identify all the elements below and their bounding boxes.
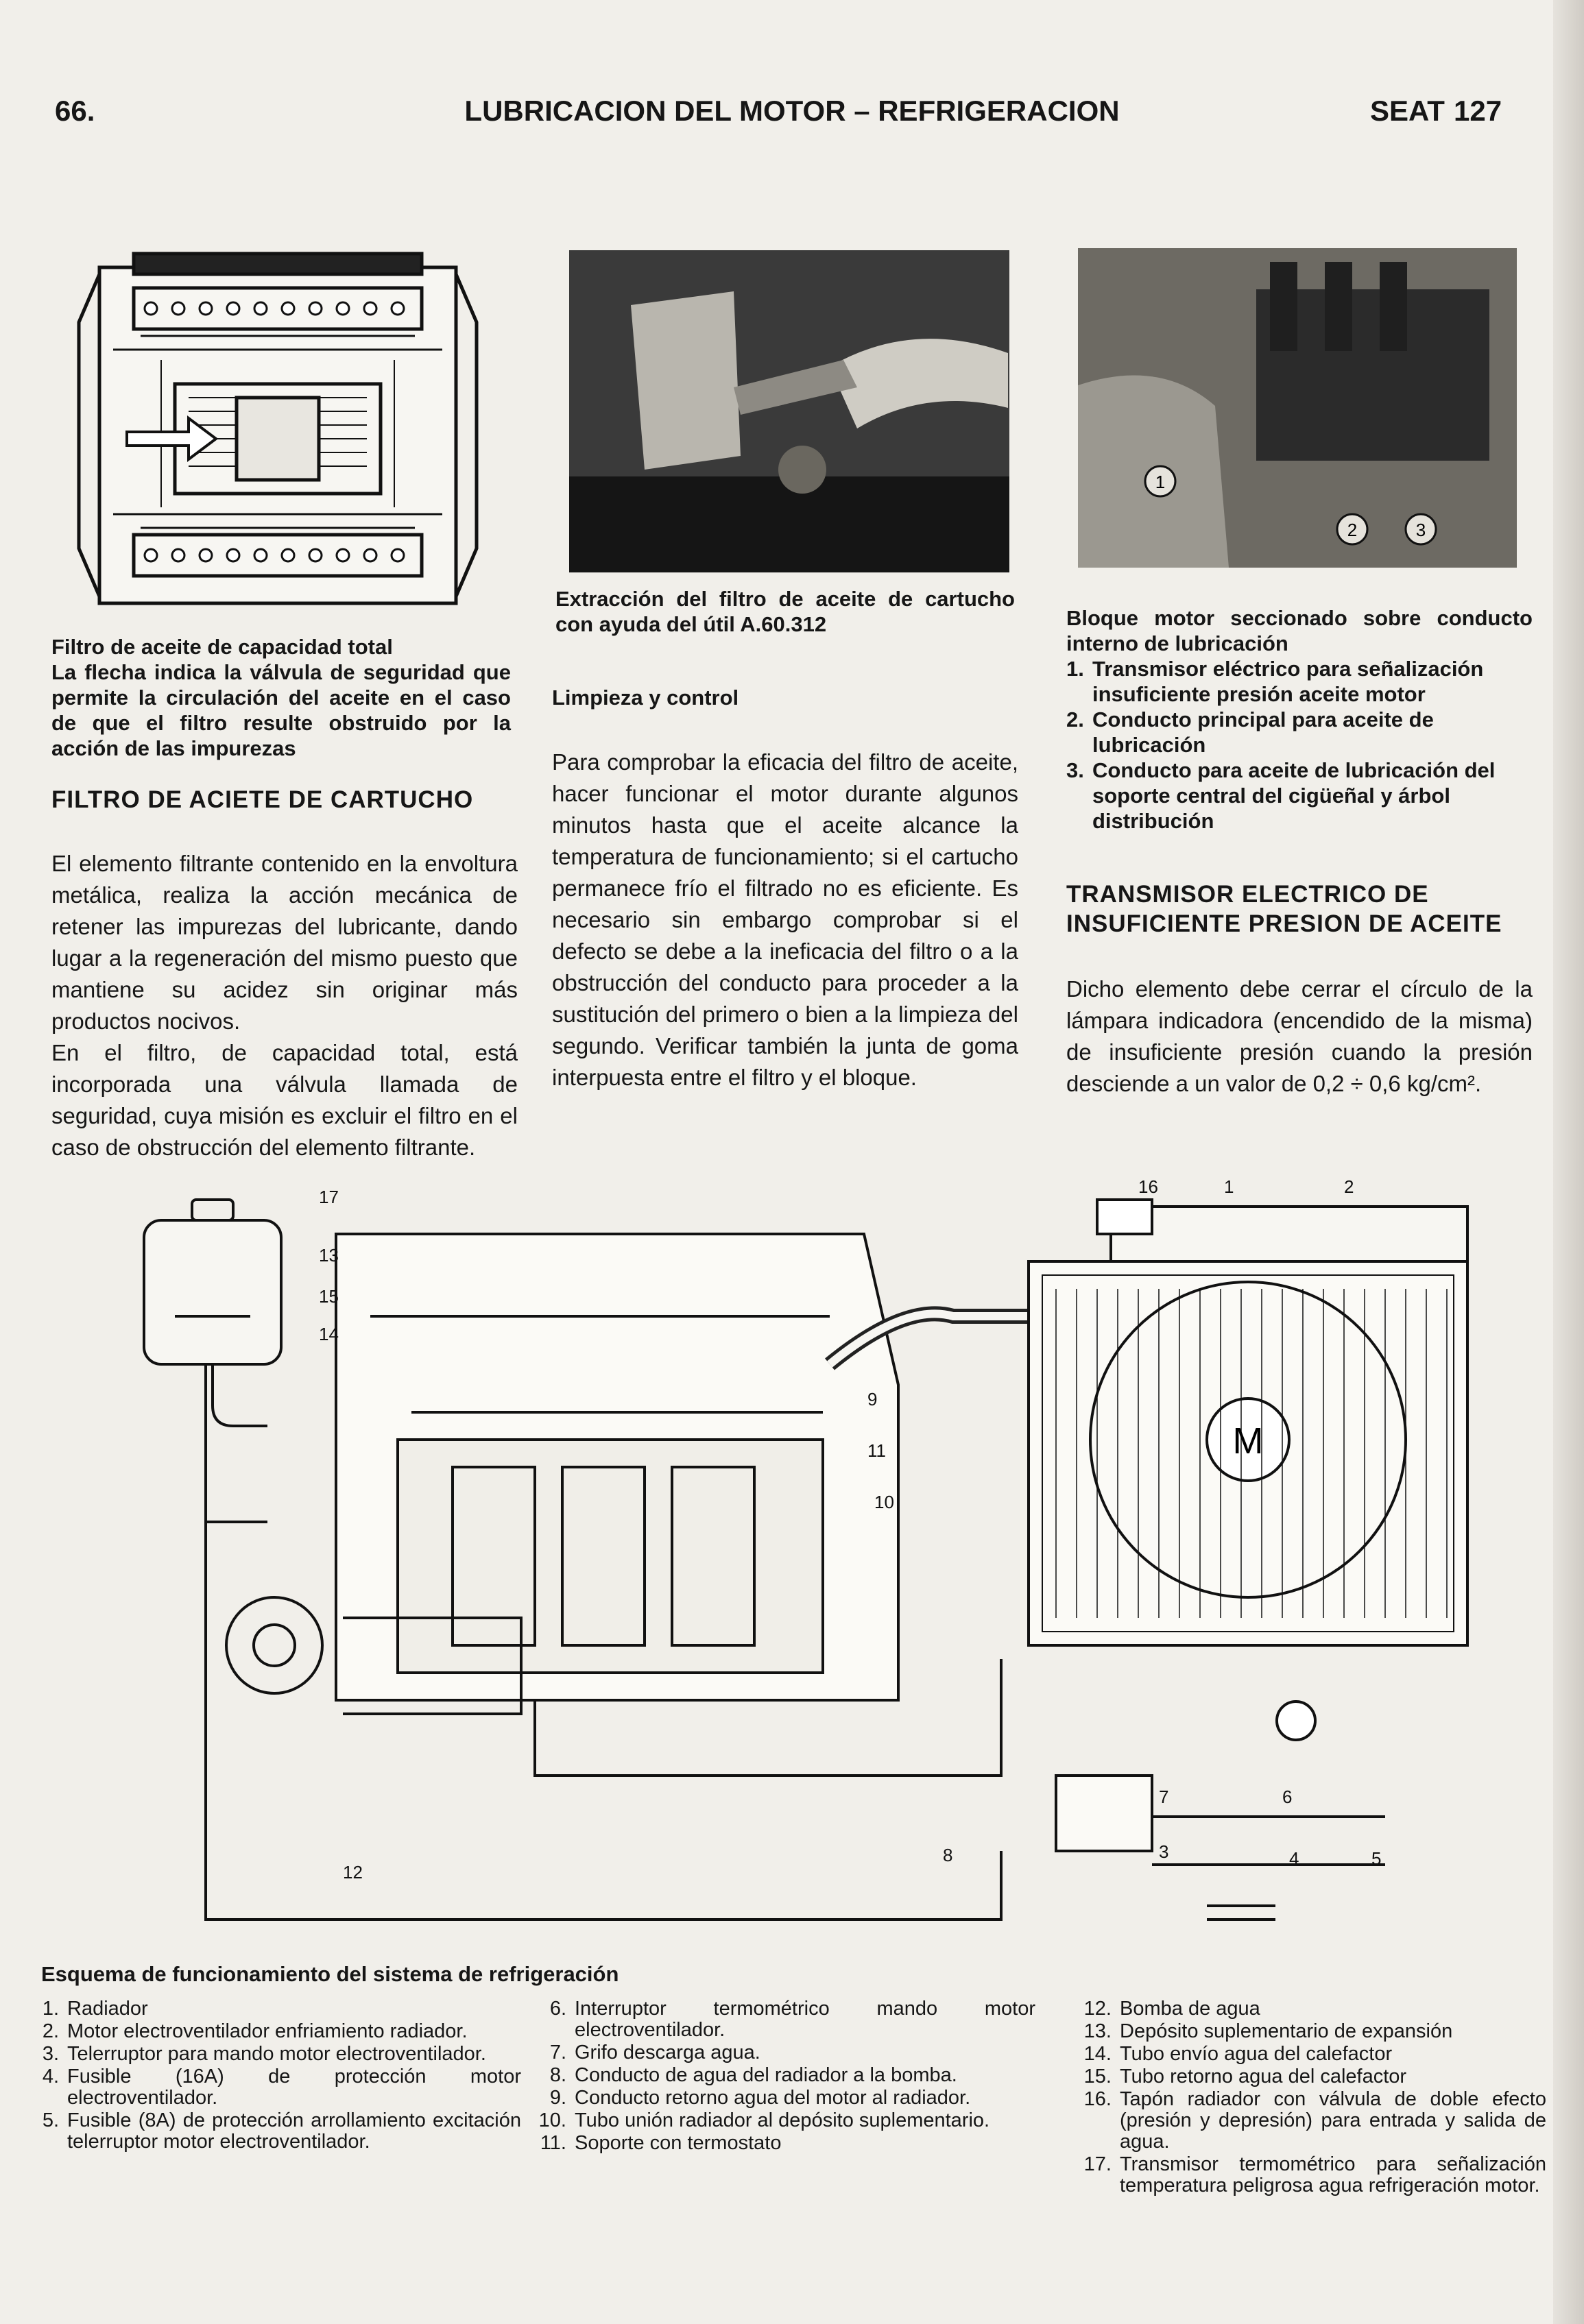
engine-block-photo [1078, 248, 1517, 568]
column-2-text [552, 747, 1018, 1093]
label-9: 9 [867, 1389, 878, 1409]
list-item: 12. Bomba de agua [1083, 1998, 1260, 2020]
label-10: 10 [874, 1492, 894, 1512]
filter-caption [51, 634, 511, 761]
label-4: 4 [1289, 1848, 1299, 1869]
label-2: 2 [1344, 1179, 1354, 1197]
list-item: 3. Telerruptor para mando motor electroventilador. [42, 2043, 486, 2065]
column-3-text [1066, 973, 1533, 1100]
list-item: 2. Conducto principal para aceite de lubricación [1066, 707, 1434, 757]
list-item: 4. Fusible (16A) de protección motor electroventilador. [42, 2066, 521, 2109]
label-11: 11 [867, 1440, 886, 1461]
list-item: 9. Conducto retorno agua del motor al radiador. [549, 2087, 971, 2109]
oil-filter-cutaway-figure [65, 233, 490, 631]
cleaning-subheading: Limpieza y control [552, 686, 739, 710]
callout-2: 2 [1347, 520, 1358, 540]
page-section-number: 66. [55, 95, 95, 127]
transmitter-heading: TRANSMISOR ELECTRICO DE INSUFICIENTE PRESION DE ACEITE [1066, 881, 1502, 937]
label-15: 15 [319, 1286, 339, 1307]
relay-box [1056, 1776, 1152, 1851]
block-caption-title: Bloque motor seccionado sobre conducto interno de lubricación [1066, 606, 1533, 655]
block-caption [1066, 605, 1533, 834]
list-item: 5. Fusible (8A) de protección arrollamiento excitación telerruptor motor electroventilador. [42, 2109, 521, 2153]
filter-caption-title: Filtro de aceite de capacidad total [51, 635, 393, 659]
label-5: 5 [1371, 1848, 1382, 1869]
label-1: 1 [1224, 1179, 1234, 1197]
page-title: LUBRICACION DEL MOTOR – REFRIGERACION [464, 95, 1120, 127]
page-edge-shadow [1553, 0, 1584, 2324]
list-item: 16. Tapón radiador con válvula de doble efecto (presión y depresión) para entrada y salida de agua. [1083, 2088, 1546, 2153]
diagram-legend-col-1 [21, 1998, 521, 2154]
expansion-tank [144, 1220, 281, 1364]
list-item: 14. Tubo envío agua del calefactor [1083, 2043, 1393, 2065]
list-item: 15. Tubo retorno agua del calefactor [1083, 2066, 1407, 2087]
paragraph: En el filtro, de capacidad total, está incorporada una válvula llamada de seguridad, cuya misión es excluir el filtro en el caso de obstrucción del elemento filtrante. [51, 1040, 518, 1160]
extraction-caption: Extracción del filtro de aceite de cartucho con ayuda del útil A.60.312 [555, 587, 1015, 636]
filter-caption-text: La flecha indica la válvula de seguridad que permite la circulación del aceite en el caso de que el filtro resulte obstruido por la acción de las impurezas [51, 660, 511, 760]
list-item: 3. Conducto para aceite de lubricación del soporte central del cigüeñal y árbol distribución [1066, 758, 1496, 833]
list-item: 7. Grifo descarga agua. [549, 2042, 760, 2063]
filter-extraction-photo [569, 250, 1009, 572]
filter-heading: FILTRO DE ACIETE DE CARTUCHO [51, 786, 474, 813]
list-item: 1. Transmisor eléctrico para señalización insuficiente presión aceite motor [1066, 657, 1484, 706]
column-1-text [51, 848, 518, 1163]
list-item: 2. Motor electroventilador enfriamiento radiador. [42, 2020, 468, 2042]
label-8: 8 [943, 1845, 953, 1865]
diagram-caption: Esquema de funcionamiento del sistema de refrigeración [41, 1962, 619, 1986]
block-legend [1066, 656, 1533, 834]
brand-name: SEAT [1370, 95, 1445, 127]
label-6: 6 [1282, 1787, 1293, 1807]
list-item: 11. Soporte con termostato [540, 2132, 782, 2154]
list-item: 1. Radiador [42, 1998, 148, 2020]
label-16: 16 [1138, 1179, 1158, 1197]
label-14: 14 [319, 1324, 339, 1344]
callout-1: 1 [1155, 472, 1166, 492]
list-item: 10. Tubo unión radiador al depósito suplementario. [538, 2109, 990, 2131]
list-item: 13. Depósito suplementario de expansión [1083, 2020, 1453, 2042]
diagram-legend-col-3 [1073, 1998, 1546, 2198]
label-7: 7 [1159, 1787, 1169, 1807]
callout-3: 3 [1415, 520, 1426, 540]
list-item: 6. Interruptor termométrico mando motor electroventilador. [549, 1998, 1035, 2041]
page-number: 127 [1454, 95, 1502, 127]
paragraph: Dicho elemento debe cerrar el círculo de la lámpara indicadora (encendido de la misma) de insuficiente presión cuando la presión desciende a un valor de 0,2 ÷ 0,6 kg/cm². [1066, 976, 1533, 1096]
diagram-legend-col-2 [528, 1998, 1035, 2155]
label-17: 17 [319, 1187, 339, 1207]
motor-symbol-label: M [1232, 1420, 1264, 1462]
label-13: 13 [319, 1245, 339, 1266]
paragraph: El elemento filtrante contenido en la envoltura metálica, realiza la acción mecánica de retener las impurezas del lubricante, dando lugar a la regeneración del mismo puesto que mantiene su acidez sin originar más productos nocivos. [51, 851, 518, 1034]
cooling-system-diagram [41, 1179, 1550, 1961]
label-12: 12 [343, 1862, 363, 1883]
label-3: 3 [1159, 1841, 1169, 1862]
list-item: 8. Conducto de agua del radiador a la bomba. [549, 2064, 957, 2086]
list-item: 17. Transmisor termométrico para señalización temperatura peligrosa agua refrigeración motor. [1083, 2153, 1546, 2196]
paragraph: Para comprobar la eficacia del filtro de aceite, hacer funcionar el motor durante algunos minutos hasta que el aceite alcance la temperatura de funcionamiento; si el cartucho permanece frío el filtrado no es eficiente. Es necesario sin embargo comprobar si el defecto se debe a la ineficacia del filtro o a la obstrucción del conducto para proceder a la sustitución del primero o bien a la limpieza del segundo. Verificar también la junta de goma interpuesta entre el filtro y el bloque. [552, 749, 1018, 1090]
